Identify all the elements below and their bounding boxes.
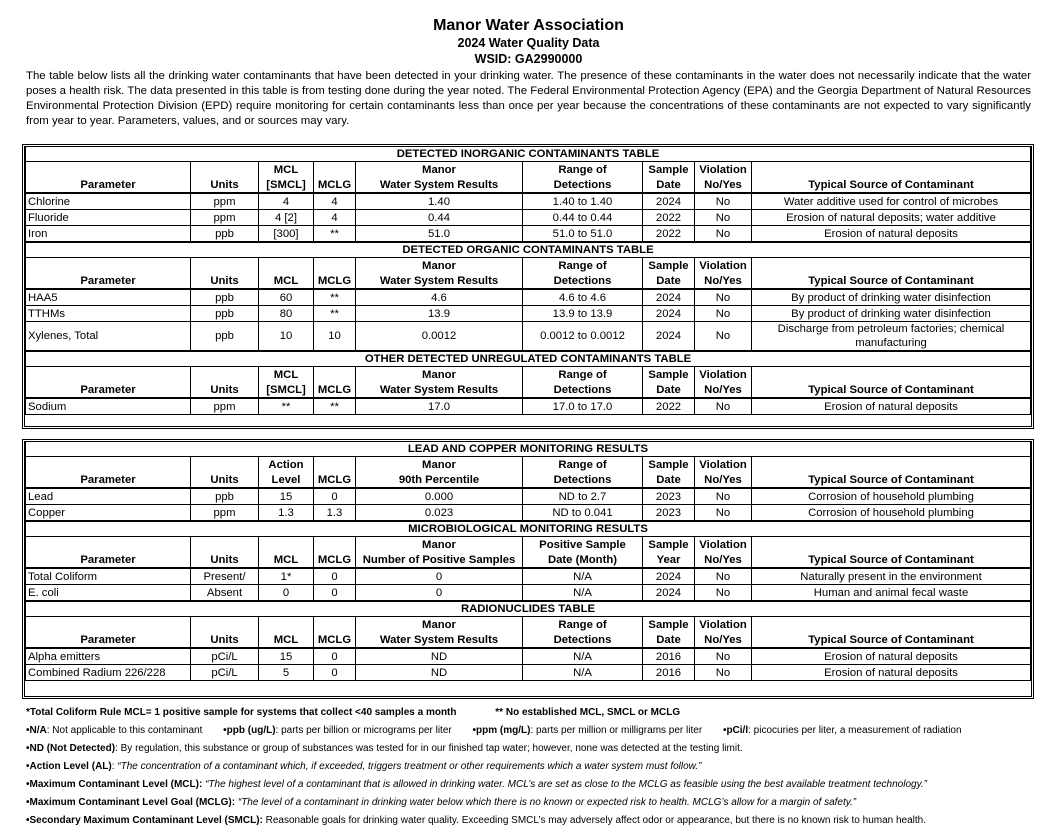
table-cell: 13.9 bbox=[356, 306, 523, 322]
column-header: MCL bbox=[259, 273, 314, 289]
column-header: Manor bbox=[356, 617, 523, 633]
column-header bbox=[26, 537, 191, 553]
footnote-line-2 bbox=[26, 722, 1036, 740]
parameter-cell: Combined Radium 226/228 bbox=[26, 665, 191, 681]
column-header: Manor bbox=[356, 162, 523, 178]
footnote-line-6 bbox=[26, 794, 1036, 812]
column-header: Detections bbox=[523, 177, 643, 193]
table-cell: 2024 bbox=[643, 289, 695, 306]
table-cell: 2022 bbox=[643, 210, 695, 226]
column-header bbox=[26, 162, 191, 178]
micro-section-title: MICROBIOLOGICAL MONITORING RESULTS bbox=[26, 521, 1031, 537]
column-header bbox=[752, 258, 1031, 274]
table-cell: No bbox=[695, 568, 752, 585]
column-header: Parameter bbox=[26, 472, 191, 488]
column-header: Violation bbox=[695, 367, 752, 383]
column-header bbox=[26, 367, 191, 383]
table-cell: ** bbox=[259, 398, 314, 415]
column-header: Typical Source of Contaminant bbox=[752, 382, 1031, 398]
table-cell: 0 bbox=[314, 488, 356, 505]
report-subtitle: 2024 Water Quality Data bbox=[457, 36, 600, 50]
leadcopper-header-row bbox=[26, 472, 1031, 488]
table-cell: No bbox=[695, 322, 752, 352]
table-cell: No bbox=[695, 505, 752, 522]
na-term: •N/A bbox=[26, 725, 47, 736]
column-header: Year bbox=[643, 552, 695, 568]
table-cell: 0 bbox=[314, 585, 356, 602]
table-cell: 0 bbox=[314, 648, 356, 665]
column-header bbox=[752, 367, 1031, 383]
table-cell: No bbox=[695, 488, 752, 505]
parameter-cell: E. coli bbox=[26, 585, 191, 602]
column-header: Water System Results bbox=[356, 382, 523, 398]
column-header: Date bbox=[643, 273, 695, 289]
inorganic-section-title: DETECTED INORGANIC CONTAMINANTS TABLE bbox=[26, 147, 1031, 162]
organic-section-title: DETECTED ORGANIC CONTAMINANTS TABLE bbox=[26, 242, 1031, 258]
table-cell: 0 bbox=[356, 568, 523, 585]
column-header: 90th Percentile bbox=[356, 472, 523, 488]
column-header: Violation bbox=[695, 162, 752, 178]
column-header: No/Yes bbox=[695, 382, 752, 398]
table-cell: No bbox=[695, 585, 752, 602]
smcl-def: Reasonable goals for drinking water quality. Exceeding SMCL’s may adversely affect odor or appearance, but there is no known risk to human health. bbox=[262, 815, 927, 826]
column-header: Typical Source of Contaminant bbox=[752, 177, 1031, 193]
smcl-term: •Secondary Maximum Contaminant Level (SMCL): bbox=[26, 815, 263, 826]
column-header: MCLG bbox=[314, 552, 356, 568]
parameter-cell: Xylenes, Total bbox=[26, 322, 191, 352]
footnote-line-7 bbox=[26, 812, 1036, 830]
column-header: Manor bbox=[356, 537, 523, 553]
parameter-cell: Chlorine bbox=[26, 193, 191, 210]
column-header: Manor bbox=[356, 367, 523, 383]
column-header bbox=[26, 258, 191, 274]
mclg-def: “The level of a contaminant in drinking water below which there is no known or expected risk to health. MCLG’s allow for a margin of safety.” bbox=[237, 797, 857, 808]
table-cell: pCi/L bbox=[191, 648, 259, 665]
column-header: Date bbox=[643, 177, 695, 193]
table-cell: No bbox=[695, 226, 752, 243]
table-row bbox=[26, 665, 1031, 681]
column-header bbox=[259, 537, 314, 553]
wsid-label: WSID: GA2990000 bbox=[474, 52, 583, 66]
column-header: MCL bbox=[259, 632, 314, 648]
column-header: Range of bbox=[523, 162, 643, 178]
radio-section-title: RADIONUCLIDES TABLE bbox=[26, 601, 1031, 617]
table-cell: Corrosion of household plumbing bbox=[752, 488, 1031, 505]
table-cell: No bbox=[695, 648, 752, 665]
table-cell: 2024 bbox=[643, 306, 695, 322]
table-cell: ND bbox=[356, 648, 523, 665]
table-cell: 51.0 bbox=[356, 226, 523, 243]
table-cell: ND bbox=[356, 665, 523, 681]
table-cell: 2016 bbox=[643, 648, 695, 665]
mcl-def: “The highest level of a contaminant that is allowed in drinking water. MCL’s are set as close to the MCLG as feasible using the best available treatment technology.” bbox=[205, 779, 927, 790]
contaminants-table bbox=[25, 147, 1031, 415]
column-header bbox=[191, 457, 259, 473]
table-cell: 4.6 to 4.6 bbox=[523, 289, 643, 306]
micro-header-row bbox=[26, 552, 1031, 568]
leadcopper-header-row bbox=[26, 457, 1031, 473]
parameter-cell: HAA5 bbox=[26, 289, 191, 306]
column-header bbox=[314, 617, 356, 633]
column-header: Parameter bbox=[26, 273, 191, 289]
column-header bbox=[314, 258, 356, 274]
column-header bbox=[752, 617, 1031, 633]
table-cell: No bbox=[695, 289, 752, 306]
radio-header-row bbox=[26, 617, 1031, 633]
table-cell: 2022 bbox=[643, 398, 695, 415]
column-header: No/Yes bbox=[695, 177, 752, 193]
table-row bbox=[26, 398, 1031, 415]
parameter-cell: Fluoride bbox=[26, 210, 191, 226]
table-row bbox=[26, 210, 1031, 226]
column-header: Typical Source of Contaminant bbox=[752, 632, 1031, 648]
table-cell: Erosion of natural deposits; water additive bbox=[752, 210, 1031, 226]
column-header: Positive Sample bbox=[523, 537, 643, 553]
table-row bbox=[26, 505, 1031, 522]
column-header: Manor bbox=[356, 258, 523, 274]
table-cell: ppm bbox=[191, 398, 259, 415]
footnote-line-4: •Action Level (AL): “The concentration of a contaminant which, if exceeded, triggers treatment or other requirements which a water system must follow.” bbox=[26, 761, 702, 772]
radio-header-row bbox=[26, 632, 1031, 648]
table-cell: No bbox=[695, 306, 752, 322]
column-header: No/Yes bbox=[695, 632, 752, 648]
table-cell: Erosion of natural deposits bbox=[752, 648, 1031, 665]
column-header: [SMCL] bbox=[259, 177, 314, 193]
column-header: Sample bbox=[643, 457, 695, 473]
table-cell: No bbox=[695, 210, 752, 226]
column-header bbox=[191, 258, 259, 274]
unregulated-section-title: OTHER DETECTED UNREGULATED CONTAMINANTS TABLE bbox=[26, 351, 1031, 367]
column-header: Action bbox=[259, 457, 314, 473]
table-cell: ** bbox=[314, 306, 356, 322]
footnote-line-5 bbox=[26, 776, 1036, 794]
unregulated-header-row bbox=[26, 382, 1031, 398]
report-title: Manor Water Association bbox=[433, 17, 624, 34]
table-cell: 5 bbox=[259, 665, 314, 681]
table-cell: 13.9 to 13.9 bbox=[523, 306, 643, 322]
inorganic-header-row bbox=[26, 177, 1031, 193]
column-header: Detections bbox=[523, 273, 643, 289]
column-header: MCL bbox=[259, 367, 314, 383]
table-row bbox=[26, 488, 1031, 505]
table-cell: ** bbox=[314, 226, 356, 243]
table-cell: Absent bbox=[191, 585, 259, 602]
table-cell: No bbox=[695, 398, 752, 415]
organic-header-row bbox=[26, 273, 1031, 289]
column-header: Units bbox=[191, 552, 259, 568]
al-def: “The concentration of a contaminant which, if exceeded, triggers treatment or other requirements which a water system must follow.” bbox=[117, 761, 702, 772]
table-cell: ppb bbox=[191, 322, 259, 352]
contaminants-box bbox=[22, 144, 1034, 429]
column-header: Typical Source of Contaminant bbox=[752, 552, 1031, 568]
column-header: Detections bbox=[523, 632, 643, 648]
column-header: Manor bbox=[356, 457, 523, 473]
column-header: Typical Source of Contaminant bbox=[752, 472, 1031, 488]
column-header bbox=[752, 162, 1031, 178]
table-cell: 2023 bbox=[643, 488, 695, 505]
table-cell: ** bbox=[314, 398, 356, 415]
table-cell: 10 bbox=[259, 322, 314, 352]
column-header bbox=[314, 367, 356, 383]
table-cell: ppb bbox=[191, 226, 259, 243]
table-cell: Present/ bbox=[191, 568, 259, 585]
column-header: Number of Positive Samples bbox=[356, 552, 523, 568]
column-header: Date (Month) bbox=[523, 552, 643, 568]
column-header: Units bbox=[191, 632, 259, 648]
table-row bbox=[26, 568, 1031, 585]
column-header: MCLG bbox=[314, 472, 356, 488]
table-cell: 15 bbox=[259, 488, 314, 505]
table-cell: 17.0 bbox=[356, 398, 523, 415]
column-header: Units bbox=[191, 472, 259, 488]
table-cell: ppb bbox=[191, 306, 259, 322]
column-header: MCLG bbox=[314, 632, 356, 648]
column-header bbox=[314, 162, 356, 178]
column-header bbox=[314, 457, 356, 473]
table-cell: 2022 bbox=[643, 226, 695, 243]
column-header: Date bbox=[643, 472, 695, 488]
column-header: Sample bbox=[643, 537, 695, 553]
parameter-cell: Total Coliform bbox=[26, 568, 191, 585]
column-header: Date bbox=[643, 632, 695, 648]
table-cell: ppb bbox=[191, 488, 259, 505]
table-cell: 10 bbox=[314, 322, 356, 352]
column-header: [SMCL] bbox=[259, 382, 314, 398]
table-cell: 2016 bbox=[643, 665, 695, 681]
table-cell: 1* bbox=[259, 568, 314, 585]
column-header: Violation bbox=[695, 617, 752, 633]
table-cell: 4 [2] bbox=[259, 210, 314, 226]
table-cell: 0 bbox=[259, 585, 314, 602]
table-cell: 0.44 bbox=[356, 210, 523, 226]
column-header bbox=[314, 537, 356, 553]
column-header: MCLG bbox=[314, 273, 356, 289]
table-cell: 0 bbox=[314, 568, 356, 585]
table-cell: 2024 bbox=[643, 193, 695, 210]
table-cell: 0.000 bbox=[356, 488, 523, 505]
column-header: Parameter bbox=[26, 382, 191, 398]
parameter-cell: Alpha emitters bbox=[26, 648, 191, 665]
table-cell: 0 bbox=[314, 665, 356, 681]
parameter-cell: TTHMs bbox=[26, 306, 191, 322]
column-header bbox=[26, 457, 191, 473]
table-row bbox=[26, 289, 1031, 306]
table-cell: ppb bbox=[191, 289, 259, 306]
table-cell: 0.0012 bbox=[356, 322, 523, 352]
column-header: Water System Results bbox=[356, 632, 523, 648]
table-row bbox=[26, 226, 1031, 243]
table-cell: 1.40 to 1.40 bbox=[523, 193, 643, 210]
parameter-cell: Iron bbox=[26, 226, 191, 243]
nd-def: : By regulation, this substance or group of substances was tested for in our finished tap water; however, none was detected at the testing limit. bbox=[115, 743, 743, 754]
unregulated-header-row bbox=[26, 367, 1031, 383]
table-cell: 60 bbox=[259, 289, 314, 306]
table-cell: [300] bbox=[259, 226, 314, 243]
parameter-cell: Lead bbox=[26, 488, 191, 505]
column-header: Range of bbox=[523, 258, 643, 274]
table-cell: ppm bbox=[191, 210, 259, 226]
column-header: Sample bbox=[643, 162, 695, 178]
ppb-term: •ppb (ug/L) bbox=[223, 725, 276, 736]
column-header bbox=[752, 457, 1031, 473]
column-header: MCLG bbox=[314, 177, 356, 193]
column-header bbox=[191, 617, 259, 633]
table-cell: ppm bbox=[191, 193, 259, 210]
column-header bbox=[191, 367, 259, 383]
table-cell: 2023 bbox=[643, 505, 695, 522]
column-header: Water System Results bbox=[356, 273, 523, 289]
table-cell: N/A bbox=[523, 665, 643, 681]
table-cell: By product of drinking water disinfection bbox=[752, 289, 1031, 306]
column-header: Water System Results bbox=[356, 177, 523, 193]
table-cell: 1.3 bbox=[259, 505, 314, 522]
table-cell: 17.0 to 17.0 bbox=[523, 398, 643, 415]
monitoring-box bbox=[22, 439, 1034, 699]
column-header: Detections bbox=[523, 472, 643, 488]
intro-paragraph: The table below lists all the drinking water contaminants that have been detected in your drinking water. The presence of these contaminants in the water does not necessarily indicate that the water poses a health risk. The data presented in this table is from testing done during the year noted. The Federal Environmental Protection Agency (EPA) and the Georgia Department of Natural Resources Environmental Protection Division (EPD) require monitoring for certain contaminants less than once per year because the concentrations of these contaminants are not expected to vary significantly from year to year. Parameters, values, and or sources may vary. bbox=[26, 70, 1031, 127]
column-header bbox=[26, 617, 191, 633]
table-row bbox=[26, 648, 1031, 665]
column-header: Typical Source of Contaminant bbox=[752, 273, 1031, 289]
column-header: MCLG bbox=[314, 382, 356, 398]
column-header: Parameter bbox=[26, 177, 191, 193]
table-cell: Corrosion of household plumbing bbox=[752, 505, 1031, 522]
table-cell: N/A bbox=[523, 648, 643, 665]
column-header: Violation bbox=[695, 258, 752, 274]
inorganic-header-row bbox=[26, 162, 1031, 178]
table-cell: By product of drinking water disinfection bbox=[752, 306, 1031, 322]
table-cell: 4 bbox=[259, 193, 314, 210]
parameter-cell: Sodium bbox=[26, 398, 191, 415]
al-term: •Action Level (AL) bbox=[26, 761, 112, 772]
footnotes bbox=[26, 704, 1036, 830]
column-header: Date bbox=[643, 382, 695, 398]
column-header: MCL bbox=[259, 162, 314, 178]
table-cell: Erosion of natural deposits bbox=[752, 665, 1031, 681]
table-row bbox=[26, 585, 1031, 602]
table-cell: 51.0 to 51.0 bbox=[523, 226, 643, 243]
table-cell: 2024 bbox=[643, 585, 695, 602]
table-cell: ppm bbox=[191, 505, 259, 522]
monitoring-table bbox=[25, 442, 1031, 681]
footnote-line-1 bbox=[26, 704, 1036, 722]
table-cell: 0 bbox=[356, 585, 523, 602]
column-header: Units bbox=[191, 177, 259, 193]
pci-term: •pCi/l bbox=[722, 725, 749, 736]
column-header bbox=[259, 258, 314, 274]
column-header: Units bbox=[191, 382, 259, 398]
organic-header-row bbox=[26, 258, 1031, 274]
table-cell: 0.44 to 0.44 bbox=[523, 210, 643, 226]
nd-term: •ND (Not Detected) bbox=[26, 743, 116, 754]
table-cell: Erosion of natural deposits bbox=[752, 398, 1031, 415]
column-header bbox=[191, 537, 259, 553]
mclg-term: •Maximum Contaminant Level Goal (MCLG): bbox=[26, 797, 236, 808]
table-cell: No bbox=[695, 665, 752, 681]
no-mcl-note: ** No established MCL, SMCL or MCLG bbox=[495, 707, 681, 718]
column-header: Sample bbox=[643, 367, 695, 383]
table-cell: 80 bbox=[259, 306, 314, 322]
table-row bbox=[26, 306, 1031, 322]
column-header: Violation bbox=[695, 457, 752, 473]
column-header: Level bbox=[259, 472, 314, 488]
ppb-def: : parts per billion or micrograms per liter bbox=[275, 725, 452, 736]
column-header: Parameter bbox=[26, 552, 191, 568]
table-cell: 4.6 bbox=[356, 289, 523, 306]
column-header: Parameter bbox=[26, 632, 191, 648]
table-cell: Naturally present in the environment bbox=[752, 568, 1031, 585]
parameter-cell: Copper bbox=[26, 505, 191, 522]
table-cell: 4 bbox=[314, 210, 356, 226]
table-cell: ND to 0.041 bbox=[523, 505, 643, 522]
column-header: MCL bbox=[259, 552, 314, 568]
table-cell: 15 bbox=[259, 648, 314, 665]
footnote-line-3 bbox=[26, 740, 1036, 758]
column-header: Range of bbox=[523, 457, 643, 473]
column-header: No/Yes bbox=[695, 273, 752, 289]
column-header: Sample bbox=[643, 258, 695, 274]
table-cell: ND to 2.7 bbox=[523, 488, 643, 505]
table-cell: ** bbox=[314, 289, 356, 306]
column-header: Range of bbox=[523, 617, 643, 633]
column-header: Units bbox=[191, 273, 259, 289]
coliform-note: *Total Coliform Rule MCL= 1 positive sample for systems that collect <40 samples a month bbox=[26, 707, 457, 718]
column-header: No/Yes bbox=[695, 552, 752, 568]
table-cell: Discharge from petroleum factories; chemical manufacturing bbox=[752, 322, 1031, 352]
pci-def: : picocuries per liter, a measurement of radiation bbox=[748, 725, 962, 736]
micro-header-row bbox=[26, 537, 1031, 553]
table-cell: 2024 bbox=[643, 568, 695, 585]
table-cell: N/A bbox=[523, 568, 643, 585]
column-header: Violation bbox=[695, 537, 752, 553]
table-cell: 2024 bbox=[643, 322, 695, 352]
table-cell: No bbox=[695, 193, 752, 210]
table-cell: 4 bbox=[314, 193, 356, 210]
ppm-def: : parts per million or milligrams per liter bbox=[530, 725, 703, 736]
table-cell: 1.40 bbox=[356, 193, 523, 210]
table-cell: N/A bbox=[523, 585, 643, 602]
table-cell: Erosion of natural deposits bbox=[752, 226, 1031, 243]
column-header bbox=[752, 537, 1031, 553]
mcl-term: •Maximum Contaminant Level (MCL): bbox=[26, 779, 203, 790]
na-def: : Not applicable to this contaminant bbox=[46, 725, 203, 736]
column-header: Detections bbox=[523, 382, 643, 398]
column-header bbox=[259, 617, 314, 633]
table-cell: pCi/L bbox=[191, 665, 259, 681]
column-header: Range of bbox=[523, 367, 643, 383]
table-cell: Human and animal fecal waste bbox=[752, 585, 1031, 602]
column-header: No/Yes bbox=[695, 472, 752, 488]
leadcopper-section-title: LEAD AND COPPER MONITORING RESULTS bbox=[26, 442, 1031, 457]
column-header bbox=[191, 162, 259, 178]
table-cell: 1.3 bbox=[314, 505, 356, 522]
table-cell: Water additive used for control of microbes bbox=[752, 193, 1031, 210]
table-row bbox=[26, 193, 1031, 210]
ppm-term: •ppm (mg/L) bbox=[472, 725, 531, 736]
table-cell: 0.0012 to 0.0012 bbox=[523, 322, 643, 352]
column-header: Sample bbox=[643, 617, 695, 633]
table-cell: 0.023 bbox=[356, 505, 523, 522]
table-row bbox=[26, 322, 1031, 352]
